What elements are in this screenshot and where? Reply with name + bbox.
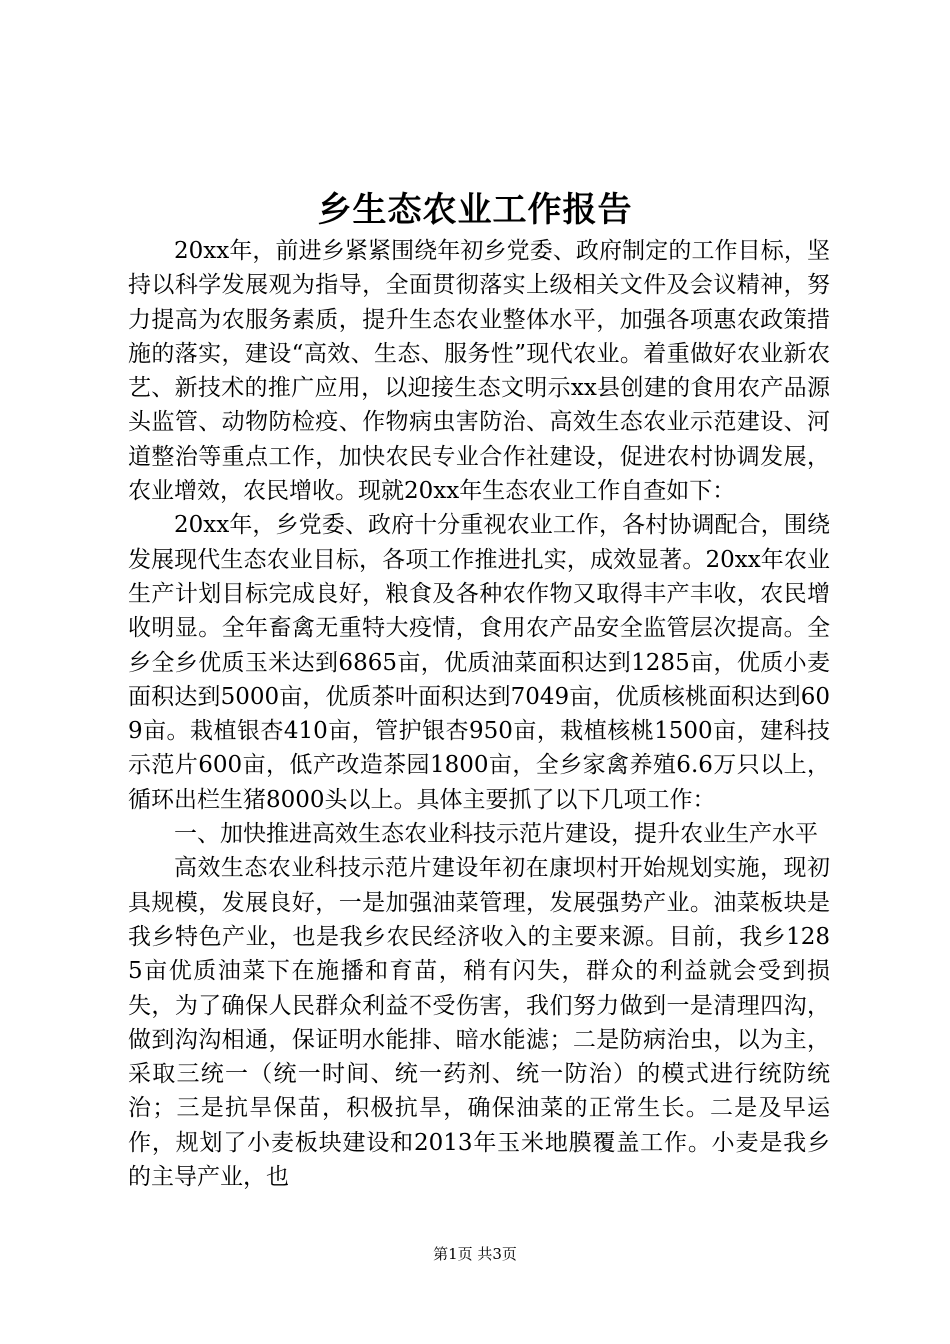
paragraph-section-1: 高效生态农业科技示范片建设年初在康坝村开始规划实施，现初具规模，发展良好，一是加强油菜管理，发展强势产业。油菜板块是我乡特色产业，也是我乡农民经济收入的主要来源。目前，我乡1285亩优质油菜下在施播和育苗，稍有闪失，群众的利益就会受到损失，为了确保人民群众利益不受伤害，我们努力做到一是清理四沟，做到沟沟相通，保证明水能排、暗水能滤；二是防病治虫，以为主，采取三统一（统一时间、统一药剂、统一防治）的模式进行统防统治；三是抗旱保苗，积极抗旱，确保油菜的正常生长。二是及早运作，规划了小麦板块建设和2013年玉米地膜覆盖工作。小麦是我乡的主导产业，也 [128,855,830,1191]
page-number: 第1页 共3页 [433,1245,517,1263]
page-title: 乡生态农业工作报告 [317,190,633,230]
document-body [128,234,830,1194]
section-heading-1: 一、加快推进高效生态农业科技示范片建设，提升农业生产水平 [174,821,818,848]
paragraph-intro: 20xx年，前进乡紧紧围绕年初乡党委、政府制定的工作目标，坚持以科学发展观为指导，全面贯彻落实上级相关文件及会议精神，努力提高为农服务素质，提升生态农业整体水平，加强各项惠农政策措施的落实，建设“高效、生态、服务性”现代农业。着重做好农业新农艺、新技术的推广应用，以迎接生态文明示xx县创建的食用农产品源头监管、动物防检疫、作物病虫害防治、高效生态农业示范建设、河道整治等重点工作，加快农民专业合作社建设，促进农村协调发展，农业增效，农民增收。现就20xx年生态农业工作自查如下： [128,238,830,505]
paragraph-summary: 20xx年，乡党委、政府十分重视农业工作，各村协调配合，围绕发展现代生态农业目标，各项工作推进扎实，成效显著。20xx年农业生产计划目标完成良好，粮食及各种农作物又取得丰产丰收，农民增收明显。全年畜禽无重特大疫情，食用农产品安全监管层次提高。全乡全乡优质玉米达到6865亩，优质油菜面积达到1285亩，优质小麦面积达到5000亩，优质茶叶面积达到7049亩，优质核桃面积达到609亩。栽植银杏410亩，管护银杏950亩，栽植核桃1500亩，建科技示范片600亩，低产改造茶园1800亩，全乡家禽养殖6.6万只以上，循环出栏生猪8000头以上。具体主要抓了以下几项工作： [128,512,830,813]
